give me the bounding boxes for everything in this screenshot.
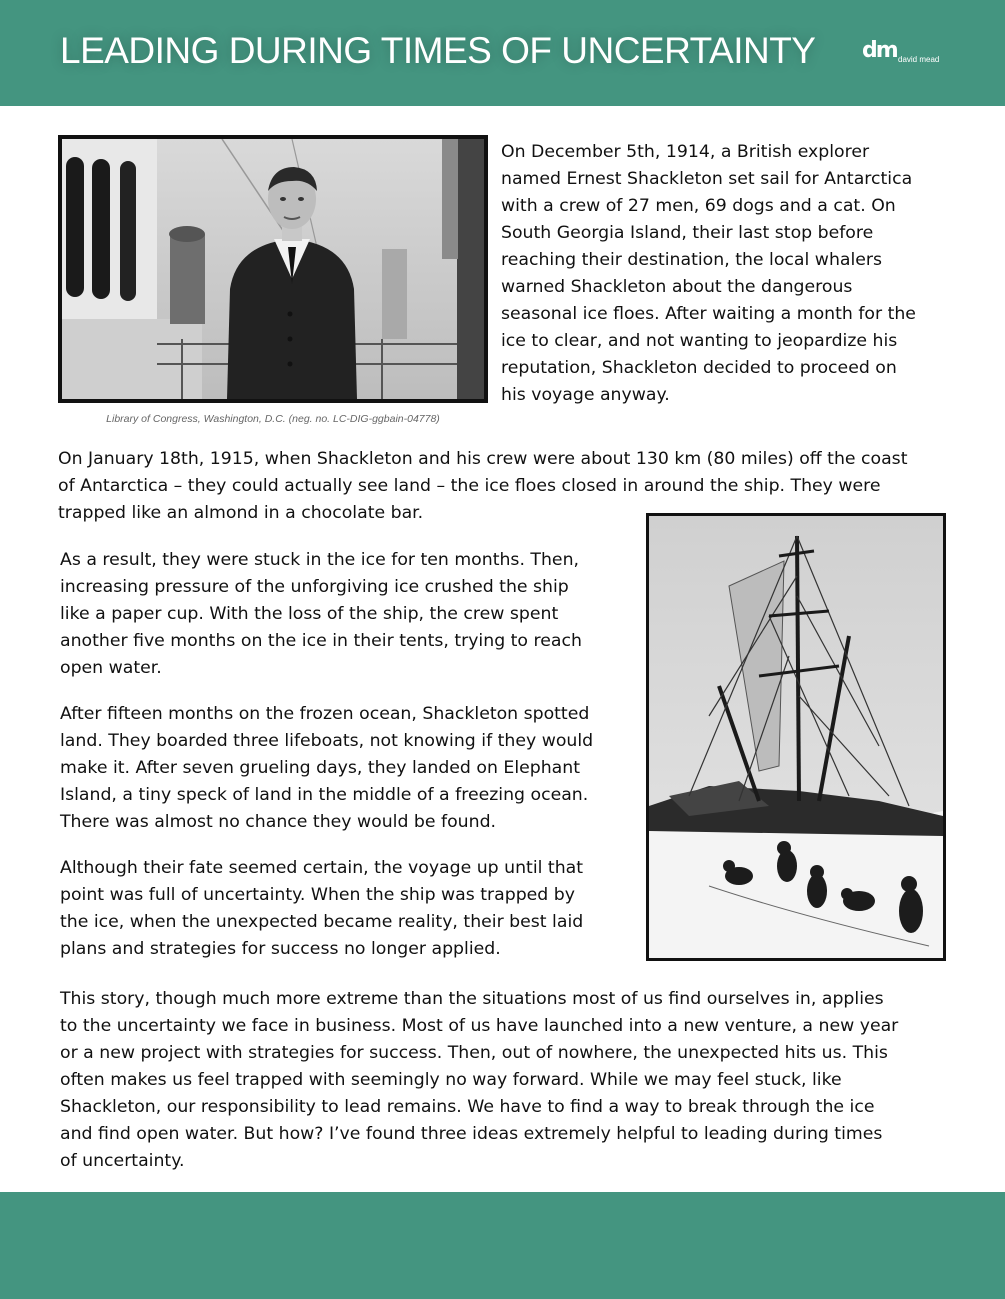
photo-caption: Library of Congress, Washington, D.C. (neg. no. LC-DIG-ggbain-04778) xyxy=(106,413,440,425)
paragraph-2: On January 18th, 1915, when Shackleton and his crew were about 130 km (80 miles) off the coast of Antarctica – they could actually see land – the ice floes closed in around the ship. They were trapped like an almond in a chocolate bar. xyxy=(58,449,908,523)
paragraph-6: This story, though much more extreme than the situations most of us find ourselves in, applies to the uncertainty we face in business. Most of us have launched into a new venture, a new year or a new project with strategies for success. Then, out of nowhere, the unexpected hits us. This often makes us feel trapped with seemingly no way forward. While we may feel stuck, like Shackleton, our responsibility to lead remains. We have to find a way to break through the ice and find open water. But how? I’ve found three ideas extremely helpful to leading during times of uncertainty. xyxy=(60,989,899,1171)
logo-mark: dm xyxy=(862,38,897,63)
logo-text: david mead xyxy=(898,55,940,64)
page-header xyxy=(0,0,1005,106)
paragraph-3: As a result, they were stuck in the ice for ten months. Then, increasing pressure of the unforgiving ice crushed the ship like a paper cup. With the loss of the ship, the crew spent another five months on the ice in their tents, trying to reach open water. xyxy=(60,550,582,678)
page-footer xyxy=(0,1192,1005,1299)
endurance-ship-in-ice-photo xyxy=(646,513,946,961)
paragraph-4: After fifteen months on the frozen ocean, Shackleton spotted land. They boarded three lifeboats, not knowing if they would make it. After seven grueling days, they landed on Elephant Island, a tiny speck of land in the middle of a freezing ocean. There was almost no chance they would be found. xyxy=(60,704,594,832)
shackleton-portrait-photo xyxy=(58,135,488,403)
page-title: LEADING DURING TIMES OF UNCERTAINTY xyxy=(60,30,816,71)
paragraph-1: On December 5th, 1914, a British explorer named Ernest Shackleton set sail for Antarctica with a crew of 27 men, 69 dogs and a cat. On South Georgia Island, their last stop before reaching their destination, the local whalers warned Shackleton about the dangerous seasonal ice floes. After waiting a month for the ice to clear, and not wanting to jeopardize his reputation, Shackleton decided to proceed on his voyage anyway. xyxy=(501,142,916,405)
paragraph-5: Although their fate seemed certain, the voyage up until that point was full of uncertainty. When the ship was trapped by the ice, when the unexpected became reality, their best laid plans and strategies for success no longer applied. xyxy=(60,858,584,959)
